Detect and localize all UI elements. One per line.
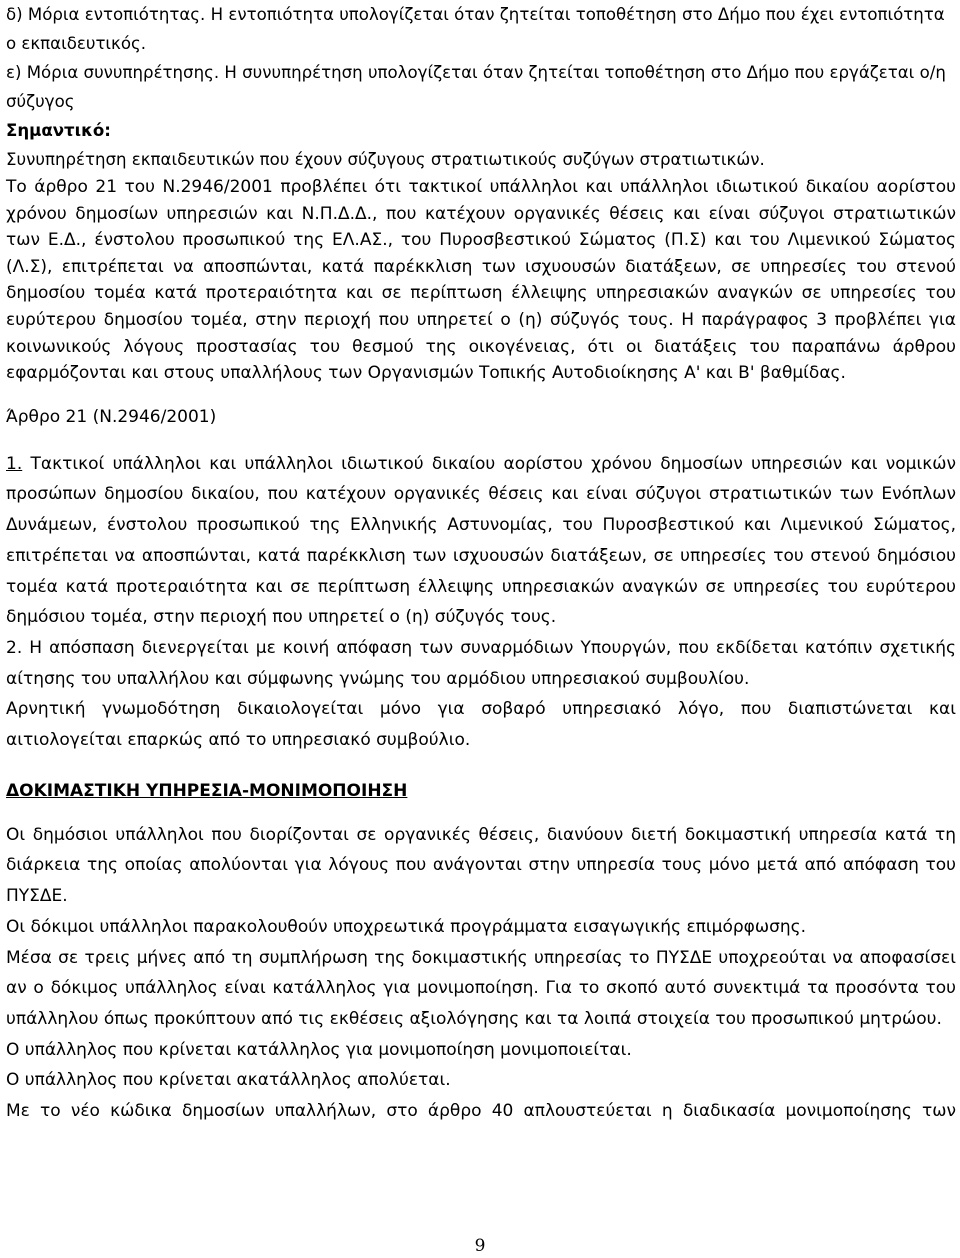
document-page <box>6 0 956 1127</box>
probation-section <box>6 820 956 1127</box>
probation-paragraph-4: Ο υπάλληλος που κρίνεται κατάλληλος για μονιμοποίηση μονιμοποιείται. <box>6 1039 632 1060</box>
page-number: 9 <box>474 1236 486 1256</box>
article-paragraph-1 <box>6 449 956 633</box>
important-label: Σημαντικό: <box>6 121 111 140</box>
article-paragraph-3: Αρνητική γνωμοδότηση δικαιολογείται μόνο για σοβαρό υπηρεσιακό λόγο, που διαπιστώνεται και αιτιολογείται επαρκώς από το υπηρεσιακό συμβούλιο. <box>6 699 956 751</box>
probation-paragraph-1: Οι δημόσιοι υπάλληλοι που διορίζονται σε οργανικές θέσεις, διανύουν διετή δοκιμαστική υπηρεσία κατά τη διάρκεια της οποίας απολύονται για λόγους που ανάγονται στην υπηρεσία τους μόνο μετά από απόφαση του ΠΥΣΔΕ. <box>6 824 956 907</box>
probation-paragraph-6: Με το νέο κώδικα δημοσίων υπαλλήλων, στο άρθρο 40 απλουστεύεται η διαδικασία μονιμοποίησης των <box>6 1101 956 1122</box>
locality-points-paragraph: δ) Μόρια εντοπιότητας. Η εντοπιότητα υπολογίζεται όταν ζητείται τοποθέτηση στο Δήμο που έχει εντοπιότητα ο εκπαιδευτικός. <box>6 5 945 53</box>
article-title: Άρθρο 21 (Ν.2946/2001) <box>6 406 217 427</box>
paragraph-1-text: Τακτικοί υπάλληλοι και υπάλληλοι ιδιωτικού δικαίου αορίστου χρόνου δημοσίων υπηρεσιών και νομικών προσώπων δημοσίου δικαίου, που κατέχουν οργανικές θέσεις και είναι σύζυγοι στρατιωτικών των Ενόπλων Δυνάμεων, ένστολου προσωπικού της Ελληνικής Αστυνομίας, του Πυροσβεστικού και Λιμενικού Σώματος, επιτρέπεται να αποσπώνται, κατά παρέκκλιση των ισχυουσών διατάξεων, σε υπηρεσίες του στενού δημόσιου τομέα κατά προτεραιότητα και σε περίπτωση έλλειψης υπηρεσιακών αναγκών σε υπηρεσίες του ευρύτερου δημόσιου τομέα, στην περιοχή που υπηρετεί ο (η) σύζυγός τους. <box>6 453 956 628</box>
probation-paragraph-5: Ο υπάλληλος που κρίνεται ακατάλληλος απολύεται. <box>6 1070 451 1091</box>
article-body <box>6 449 956 756</box>
probation-paragraph-2: Οι δόκιμοι υπάλληλοι παρακολουθούν υποχρεωτικά προγράμματα εισαγωγικής επιμόρφωσης. <box>6 916 807 937</box>
article-summary-paragraph: Το άρθρο 21 του Ν.2946/2001 προβλέπει ότι τακτικοί υπάλληλοι και υπάλληλοι ιδιωτικού δικαίου αορίστου χρόνου δημοσίων υπηρεσιών και Ν.Π.Δ.Δ., που κατέχουν οργανικές θέσεις και είναι σύζυγοι στρατιωτικών των Ε.Δ., ένστολου προσωπικού της ΕΛ.ΑΣ., του Πυροσβεστικού Σώματος (Π.Σ) και του Λιμενικού Σώματος (Λ.Σ), επιτρέπεται να αποσπώνται, κατά παρέκκλιση των ισχυουσών διατάξεων, σε υπηρεσίες του στενού δημοσίου τομέα κατά προτεραιότητα και σε περίπτωση έλλειψης υπηρεσιακών αναγκών σε υπηρεσίες του ευρύτερου δημοσίου τομέα, στην περιοχή που υπηρετεί ο (η) σύζυγός τους. Η παράγραφος 3 προβλέπει για κοινωνικούς λόγους προστασίας του θεσμού της οικογένειας, ότι οι διατάξεις του παραπάνω άρθρου εφαρμόζονται και στους υπαλλήλους των Οργανισμών Τοπικής Αυτοδιοίκησης Α' και Β' βαθμίδας. <box>6 177 956 384</box>
article-paragraph-2: 2. Η απόσπαση διενεργείται με κοινή απόφαση των συναρμόδιων Υπουργών, που εκδίδεται κατόπιν σχετικής αίτησης του υπαλλήλου και σύμφωνης γνώμης του αρμόδιου υπηρεσιακού συμβουλίου. <box>6 637 956 689</box>
important-text: Συνυπηρέτηση εκπαιδευτικών που έχουν σύζυγους στρατιωτικούς συζύγων στρατιωτικών. <box>6 150 765 169</box>
paragraph-number: 1. <box>6 453 23 474</box>
probation-paragraph-3: Μέσα σε τρεις μήνες από τη συμπλήρωση της δοκιμαστικής υπηρεσίας το ΠΥΣΔΕ υποχρεούται να αποφασίσει αν ο δόκιμος υπάλληλος είναι κατάλληλος για μονιμοποίηση. Για το σκοπό αυτό συνεκτιμά τα προσόντα του υπάλληλου όπως προκύπτουν από τις εκθέσεις αξιολόγησης και τα λοιπά στοιχεία του προσωπικού μητρώου. <box>6 947 956 1029</box>
intro-section <box>6 0 956 174</box>
article-summary-section <box>6 174 956 387</box>
section-heading: ΔΟΚΙΜΑΣΤΙΚΗ ΥΠΗΡΕΣΙΑ-ΜΟΝΙΜΟΠΟΙΗΣΗ <box>6 780 408 801</box>
cohabitation-points-paragraph: ε) Μόρια συνυπηρέτησης. Η συνυπηρέτηση υπολογίζεται όταν ζητείται τοποθέτηση στο Δήμο που εργάζεται ο/η σύζυγος <box>6 63 946 111</box>
